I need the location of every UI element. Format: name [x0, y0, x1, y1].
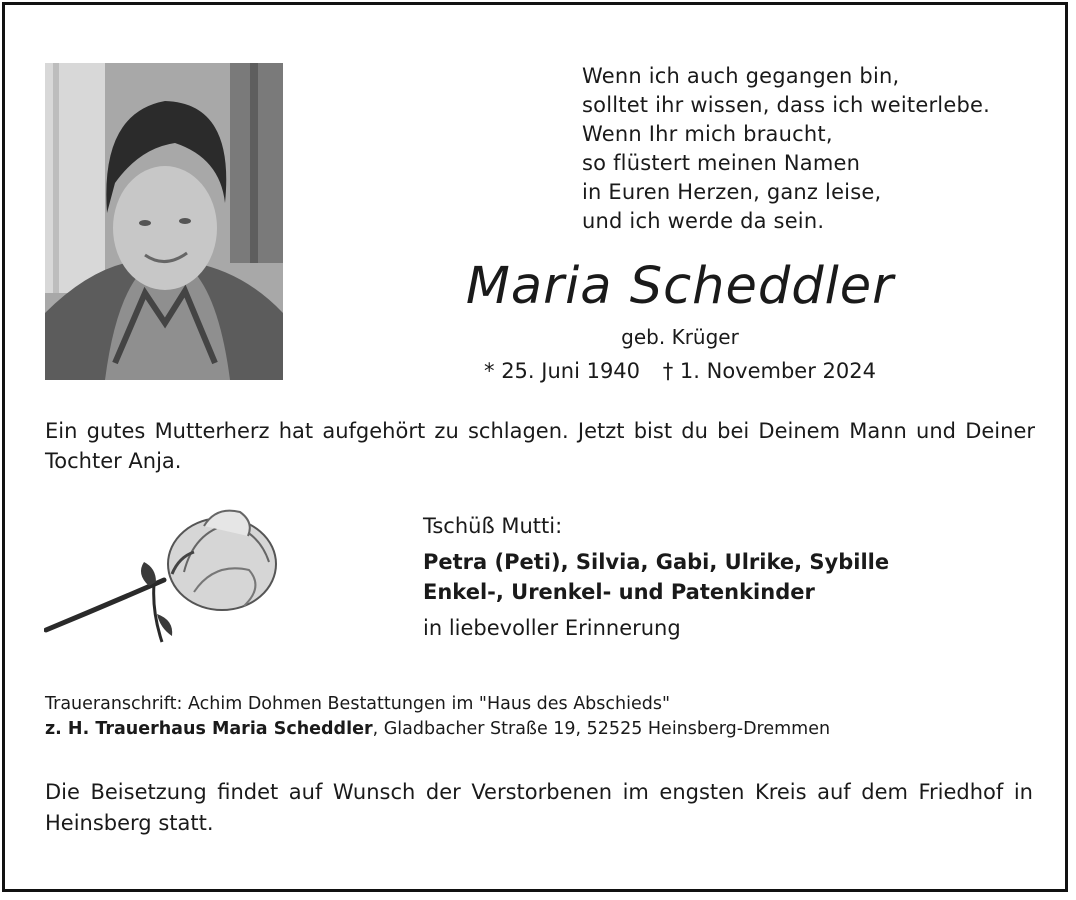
farewell-block	[423, 511, 889, 643]
poem-line: Wenn ich auch gegangen bin,	[582, 64, 900, 88]
farewell-closing: in liebevoller Erinnerung	[423, 616, 681, 640]
mourners-names: Petra (Peti), Silvia, Gabi, Ulrike, Sybille	[423, 550, 890, 574]
burial-note: Die Beisetzung findet auf Wunsch der Verstorbenen im engsten Kreis auf dem Friedhof in Heinsberg statt.	[45, 780, 1033, 835]
address-line-2	[45, 717, 830, 742]
memorial-poem	[582, 62, 990, 236]
maiden-name: geb. Krüger	[621, 325, 739, 349]
poem-line: so flüstert meinen Namen	[582, 151, 861, 175]
birth-date: * 25. Juni 1940	[484, 359, 641, 383]
poem-line: in Euren Herzen, ganz leise,	[582, 180, 882, 204]
portrait-photo	[45, 63, 283, 380]
address-line-1: Traueranschrift: Achim Dohmen Bestattungen im "Haus des Abschieds"	[45, 694, 671, 714]
intro-text: Ein gutes Mutterherz hat aufgehört zu schlagen. Jetzt bist du bei Deinem Mann und Deiner Tochter Anja.	[45, 419, 1035, 473]
address-recipient: z. H. Trauerhaus Maria Scheddler	[45, 719, 373, 739]
farewell-greeting: Tschüß Mutti:	[423, 514, 563, 538]
rose-icon	[44, 502, 280, 648]
death-date: † 1. November 2024	[662, 359, 876, 383]
mourners-descendants: Enkel-, Urenkel- und Patenkinder	[423, 580, 815, 604]
address-street: , Gladbacher Straße 19, 52525 Heinsberg-Dremmen	[372, 719, 831, 739]
poem-line: und ich werde da sein.	[582, 209, 825, 233]
life-dates	[440, 359, 920, 383]
poem-line: Wenn Ihr mich braucht,	[582, 122, 833, 146]
poem-line: solltet ihr wissen, dass ich weiterlebe.	[582, 93, 990, 117]
deceased-name: Maria Scheddler	[465, 257, 895, 316]
mourning-address	[45, 692, 830, 742]
